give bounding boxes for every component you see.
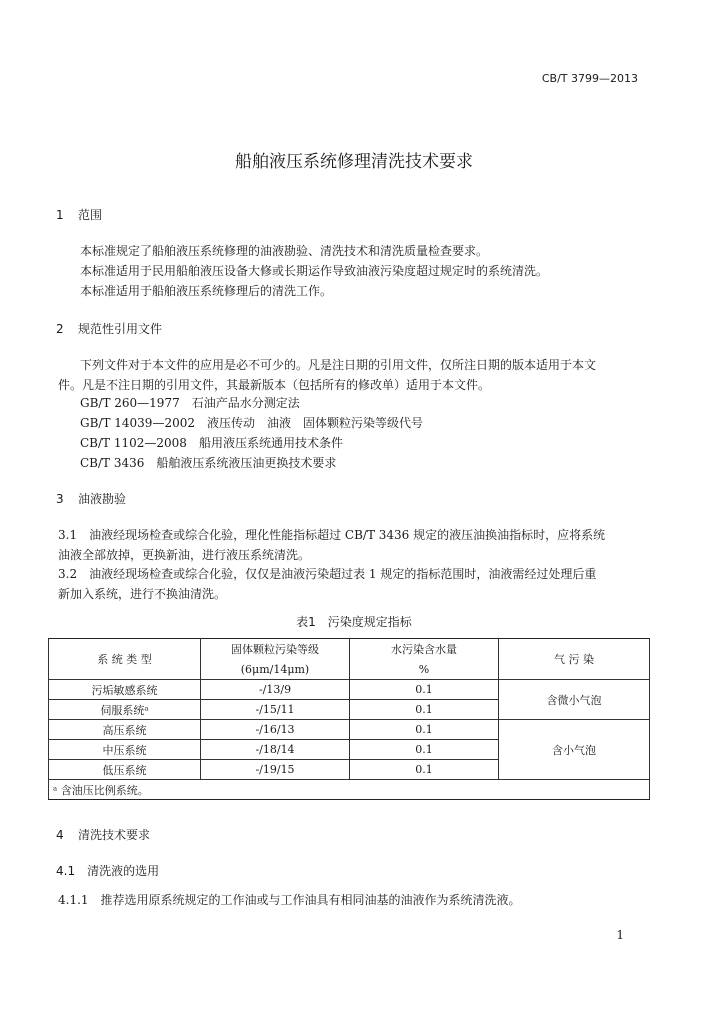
header-solid-unit: (6μm/14μm) — [201, 659, 350, 680]
section-1-heading — [56, 206, 102, 223]
subsection-heading: 4.1 清洗液的选用 — [56, 864, 160, 878]
cell-solid: -/16/13 — [201, 720, 350, 740]
page-number: 1 — [616, 928, 624, 942]
cell-water: 0.1 — [350, 700, 499, 720]
contamination-table — [48, 638, 650, 800]
standard-code-header: CB/T 3799—2013 — [541, 72, 638, 85]
paragraph: 3.2 油液经现场检查或综合化验，仅仅是油液污染超过表 1 规定的指标范围时，油液需经过处理后重 — [58, 567, 597, 581]
paragraph: 3.1 油液经现场检查或综合化验，理化性能指标超过 CB/T 3436 规定的液压油换油指标时，应将系统 — [58, 528, 606, 542]
cell-water: 0.1 — [350, 760, 499, 780]
cell-solid: -/15/11 — [201, 700, 350, 720]
section-2-heading — [56, 320, 162, 337]
cell-type: 低压系统 — [49, 760, 201, 780]
cell-type: 污垢敏感系统 — [49, 680, 201, 700]
section-title: 规范性引用文件 — [78, 322, 163, 336]
header-solid: 固体颗粒污染等级 — [201, 639, 350, 660]
table-row — [49, 720, 650, 740]
table-caption: 表1 污染度规定指标 — [296, 615, 412, 629]
section-title: 清洗技术要求 — [78, 828, 151, 842]
cell-type: 伺服系统ᵃ — [49, 700, 201, 720]
paragraph: 本标准适用于民用船舶液压设备大修或长期运作导致油液污染度超过规定时的系统清洗。 — [80, 264, 549, 278]
section-number: 3 — [56, 492, 64, 506]
section-number: 4 — [56, 828, 64, 842]
cell-water: 0.1 — [350, 680, 499, 700]
cell-water: 0.1 — [350, 720, 499, 740]
header-system-type: 系 统 类 型 — [49, 639, 201, 680]
reference-item: GB/T 14039—2002 液压传动 油液 固体颗粒污染等级代号 — [80, 416, 423, 430]
table-footnote: ᵃ 含油压比例系统。 — [49, 780, 650, 800]
cell-solid: -/13/9 — [201, 680, 350, 700]
reference-item: CB/T 3436 船舶液压系统液压油更换技术要求 — [80, 456, 337, 470]
paragraph: 本标准适用于船舶液压系统修理后的清洗工作。 — [80, 284, 333, 298]
section-title: 范围 — [78, 208, 103, 222]
cell-type: 中压系统 — [49, 740, 201, 760]
paragraph: 油液全部放掉，更换新油，进行液压系统清洗。 — [58, 548, 311, 562]
section-number: 1 — [56, 208, 64, 222]
paragraph: 新加入系统，进行不换油清洗。 — [58, 587, 227, 601]
section-title: 油液勘验 — [78, 492, 127, 506]
header-water-unit: % — [350, 659, 499, 680]
cell-solid: -/19/15 — [201, 760, 350, 780]
header-gas: 气 污 染 — [499, 639, 650, 680]
paragraph: 4.1.1 推荐选用原系统规定的工作油或与工作油具有相同油基的油液作为系统清洗液。 — [58, 893, 521, 907]
section-3-heading — [56, 490, 126, 507]
cell-gas: 含小气泡 — [499, 720, 650, 780]
paragraph: 本标准规定了船舶液压系统修理的油液勘验、清洗技术和清洗质量检查要求。 — [80, 244, 489, 258]
paragraph: 下列文件对于本文件的应用是必不可少的。凡是注日期的引用文件，仅所注日期的版本适用于本文 — [80, 358, 597, 372]
cell-solid: -/18/14 — [201, 740, 350, 760]
reference-item: GB/T 260—1977 石油产品水分测定法 — [80, 396, 300, 410]
cell-type: 高压系统 — [49, 720, 201, 740]
section-number: 2 — [56, 322, 64, 336]
reference-item: CB/T 1102—2008 船用液压系统通用技术条件 — [80, 436, 343, 450]
document-title: 船舶液压系统修理清洗技术要求 — [235, 152, 473, 172]
section-4-heading — [56, 826, 150, 843]
header-water: 水污染含水量 — [350, 639, 499, 660]
table-row — [49, 680, 650, 700]
paragraph: 件。凡是不注日期的引用文件，其最新版本（包括所有的修改单）适用于本文件。 — [58, 378, 491, 392]
cell-water: 0.1 — [350, 740, 499, 760]
cell-gas: 含微小气泡 — [499, 680, 650, 720]
